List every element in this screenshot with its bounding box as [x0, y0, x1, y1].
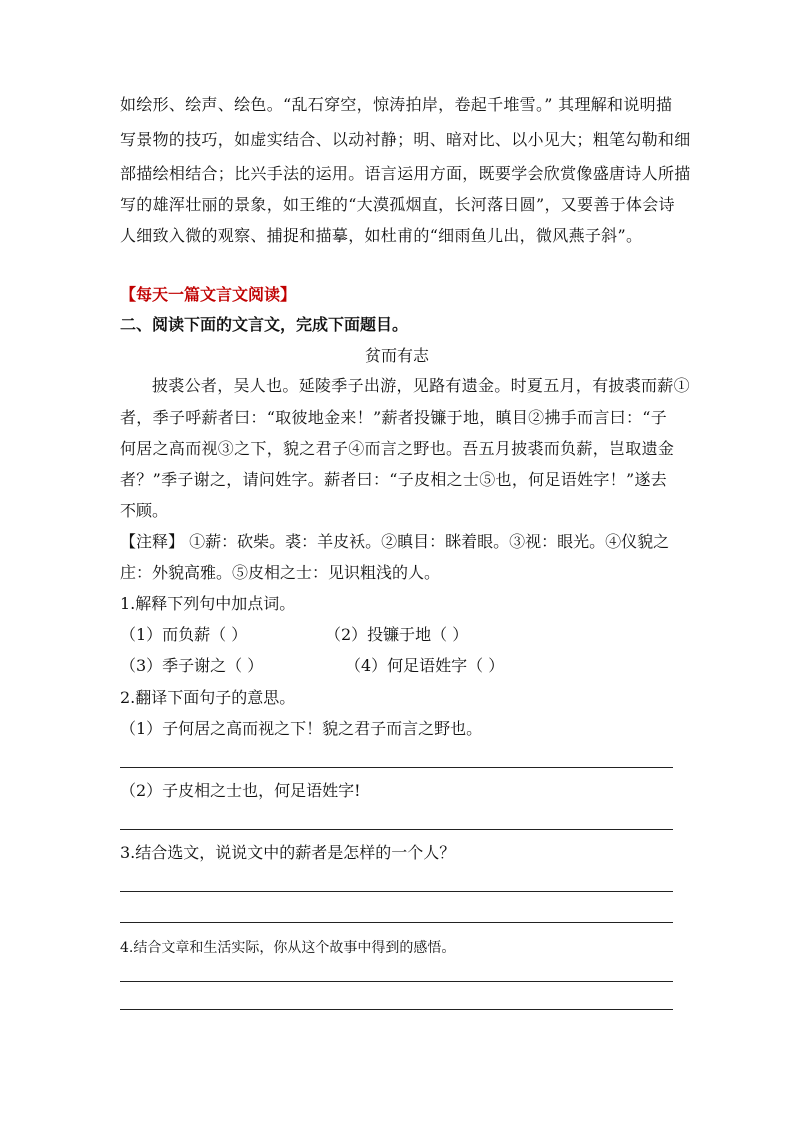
- passage-line-2: 者，季子呼薪者曰：“取彼地金来！”薪者投镰于地，瞋目②拂手而言曰：“子: [120, 408, 668, 427]
- notes-line-2: 庄：外貌高雅。⑤皮相之士：见识粗浅的人。: [120, 563, 441, 582]
- question-1-item-4: （4）何足语姓字（ ）: [345, 656, 505, 675]
- question-2-item-1: （1）子何居之高而视之下！貌之君子而言之野也。: [120, 719, 483, 738]
- question-3-prompt: 3.结合选文，说说文中的薪者是怎样的一个人？: [120, 843, 456, 862]
- question-1-item-1: （1）而负薪（ ）: [120, 625, 248, 644]
- notes-line-1: 【注释】 ①薪：砍柴。裘：羊皮袄。②瞋目：眯着眼。③视：眼光。④仪貌之: [120, 532, 670, 551]
- answer-line[interactable]: [120, 767, 673, 768]
- intro-line-4: 写的雄浑壮丽的景象，如王维的“大漠孤烟直，长河落日圆”，又要善于体会诗: [120, 195, 675, 214]
- intro-line-3: 部描绘相结合；比兴手法的运用。语言运用方面，既要学会欣赏像盛唐诗人所描: [120, 164, 691, 183]
- question-2-prompt: 2.翻译下面句子的意思。: [120, 688, 296, 707]
- passage-line-1: 披裘公者，吴人也。延陵季子出游，见路有遗金。时夏五月，有披裘而薪①: [152, 376, 690, 395]
- question-2-item-2: （2）子皮相之士也，何足语姓字!: [120, 781, 361, 800]
- passage-line-5: 不顾。: [120, 501, 169, 520]
- question-1-prompt: 1.解释下列句中加点词。: [120, 594, 296, 613]
- answer-line[interactable]: [120, 1009, 673, 1010]
- passage-line-3: 何居之高而视③之下，貌之君子④而言之野也。吾五月披裘而负薪，岂取遗金: [120, 439, 675, 458]
- intro-line-5: 人细致入微的观察、捕捉和描摹，如杜甫的“细雨鱼儿出，微风燕子斜”。: [120, 226, 643, 245]
- answer-line[interactable]: [120, 922, 673, 923]
- passage-title: 贫而有志: [364, 346, 429, 365]
- intro-line-1: 如绘形、绘声、绘色。“乱石穿空，惊涛拍岸，卷起千堆雪。” 其理解和说明描: [120, 95, 673, 114]
- answer-line[interactable]: [120, 829, 673, 830]
- question-1-row-2: [120, 655, 680, 677]
- question-1-item-2: （2）投镰于地（ ）: [325, 625, 469, 644]
- question-1-item-3: （3）季子谢之（ ）: [120, 656, 264, 675]
- question-4-prompt: 4.结合文章和生活实际，你从这个故事中得到的感悟。: [120, 940, 456, 956]
- intro-line-2: 写景物的技巧，如虚实结合、以动衬静；明、暗对比、以小见大；粗笔勾勒和细: [120, 130, 691, 149]
- section-instruction: 二、阅读下面的文言文，完成下面题目。: [120, 315, 409, 334]
- answer-line[interactable]: [120, 981, 673, 982]
- question-1-row-1: [120, 624, 680, 646]
- answer-line[interactable]: [120, 891, 673, 892]
- passage-line-4: 者？”季子谢之，请问姓字。薪者曰：“子皮相之士⑤也，何足语姓字！”遂去: [120, 470, 668, 489]
- section-header: 【每天一篇文言文阅读】: [120, 285, 297, 304]
